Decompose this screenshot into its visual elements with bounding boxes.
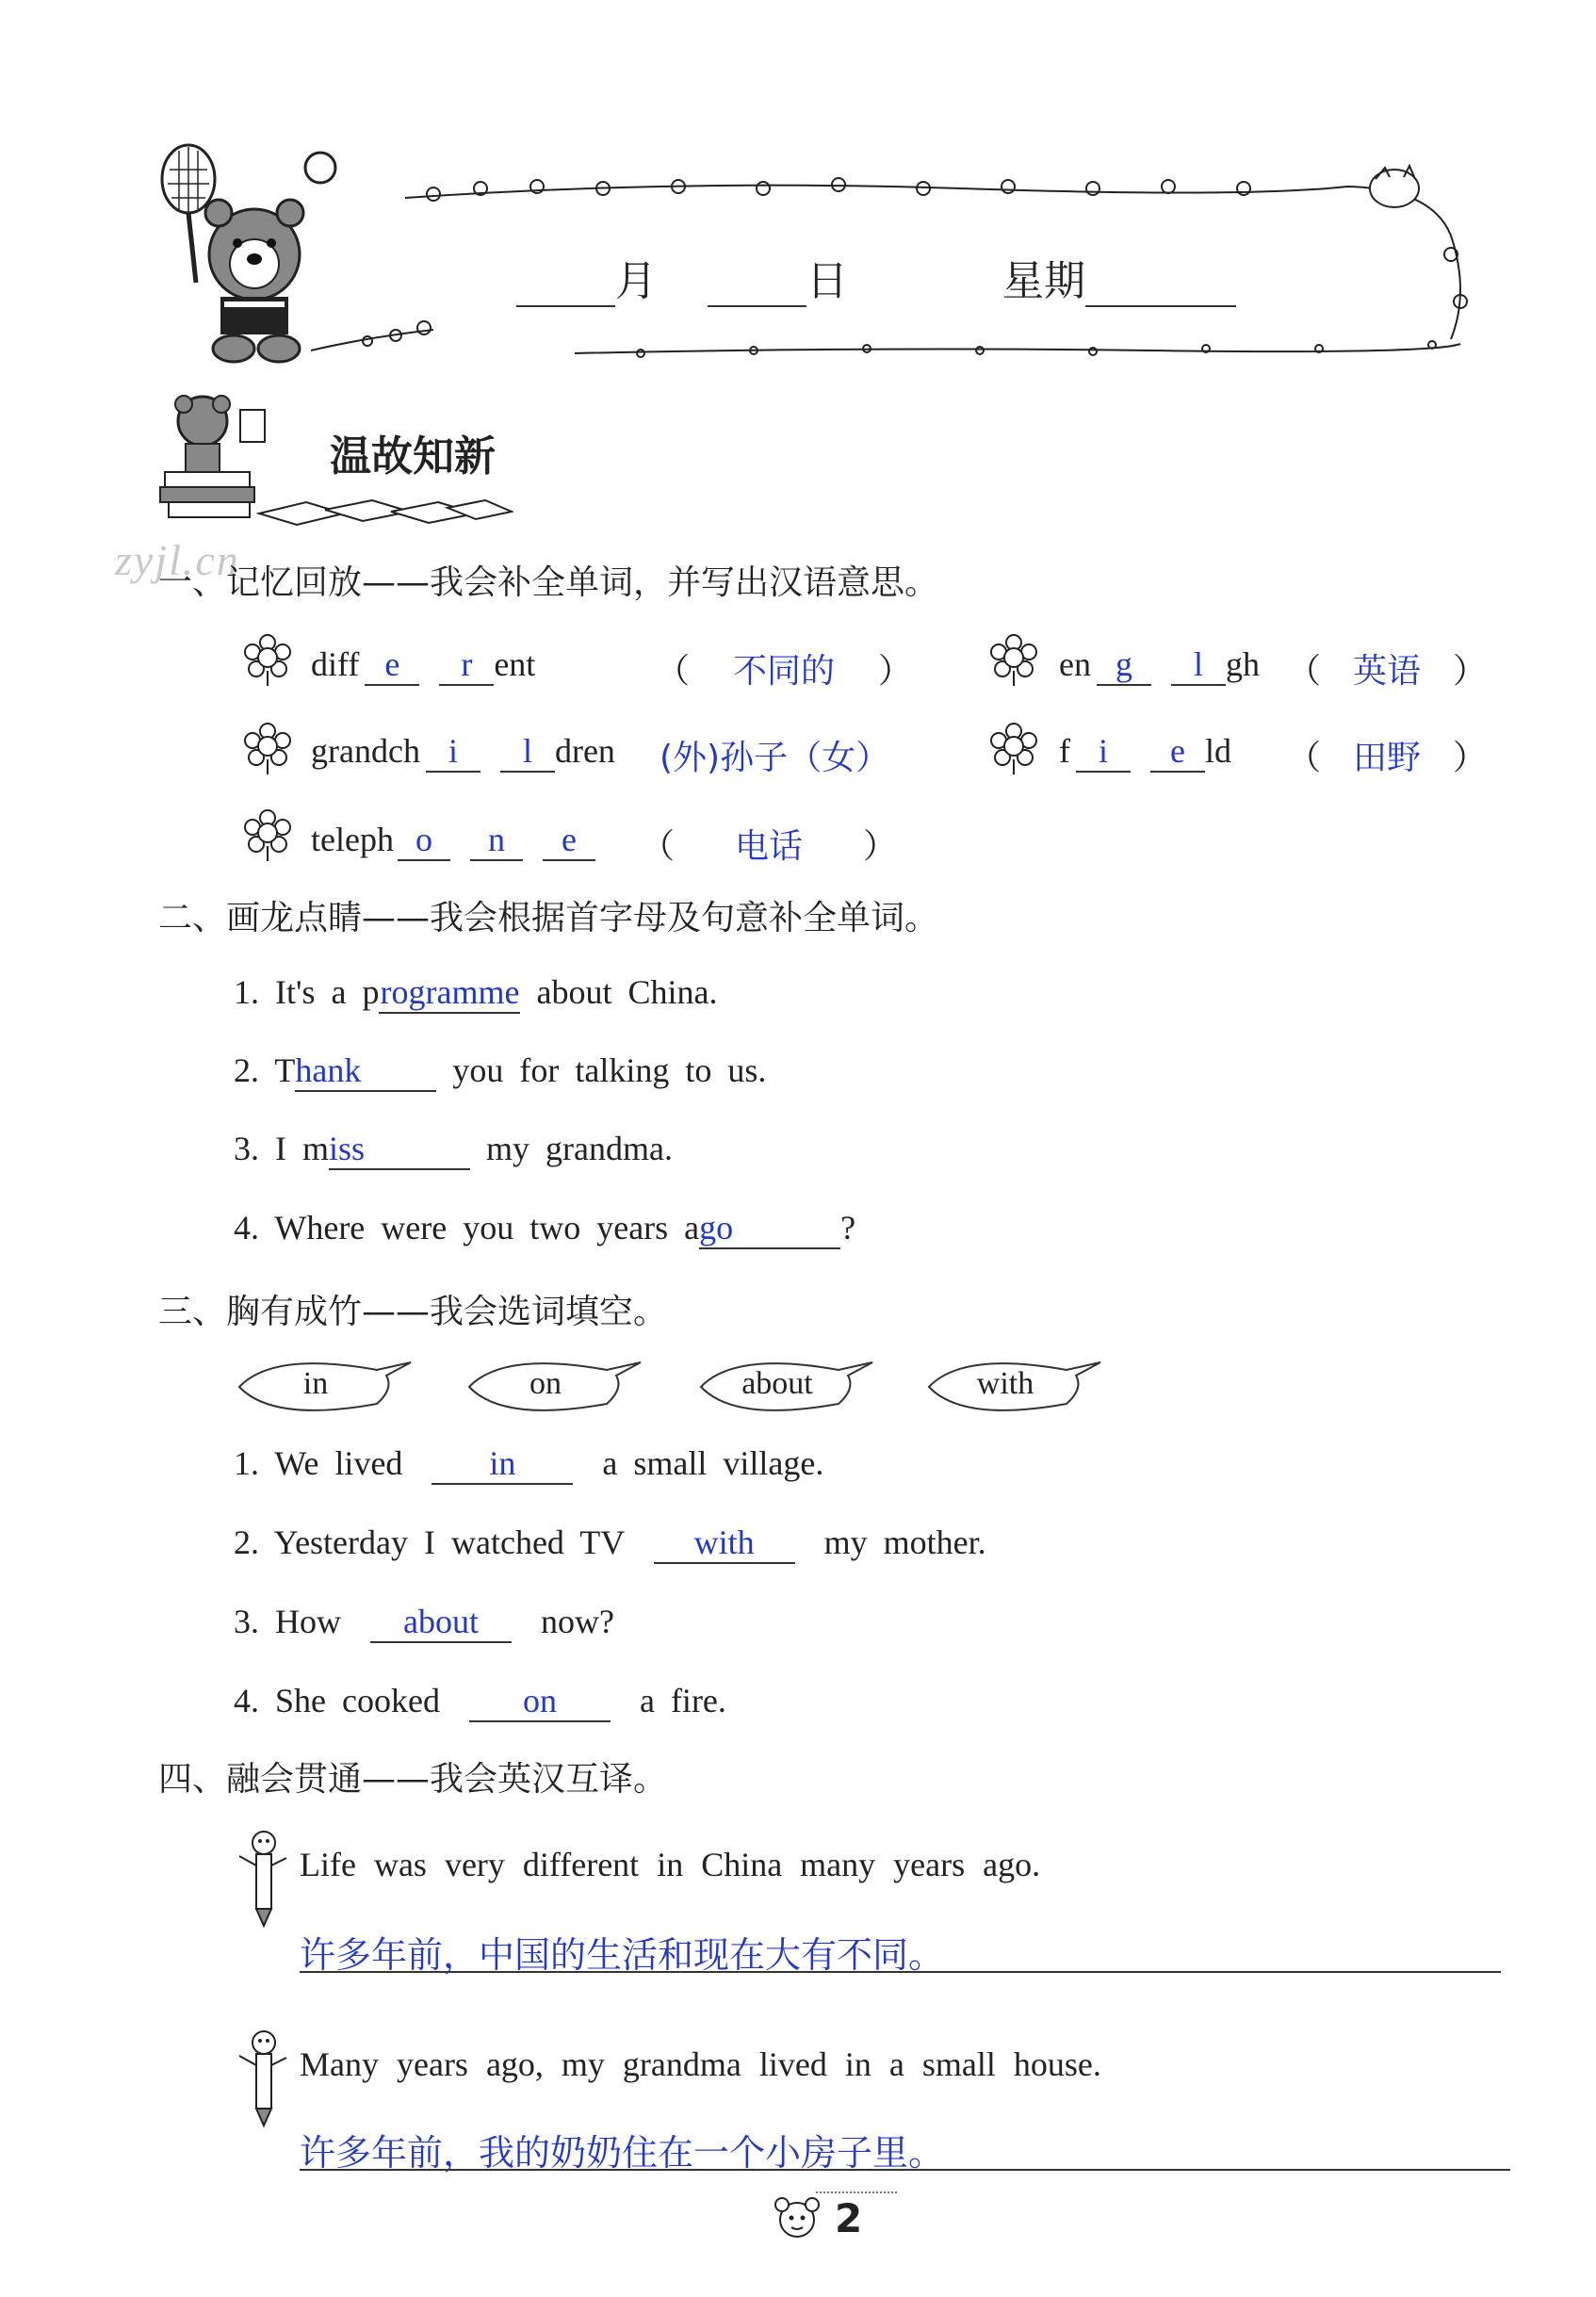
s3-item-1-blank[interactable]: in bbox=[432, 1445, 573, 1485]
s1-item-1-meaning-answer[interactable]: 不同的 bbox=[733, 652, 836, 691]
pencil-icon bbox=[232, 2028, 292, 2131]
s4-item-1-answer[interactable]: 许多年前，中国的生活和现在大有不同。 bbox=[300, 1926, 1501, 1973]
s2-title: 二、画龙点睛——我会根据首字母及句意补全单词。 bbox=[158, 899, 939, 937]
word-leaf-with: with bbox=[925, 1349, 1104, 1425]
weekday-label: 星期 bbox=[1002, 257, 1085, 305]
s1-item-3-blank-2[interactable]: l bbox=[500, 733, 555, 773]
s2-item-3-blank[interactable]: iss bbox=[329, 1131, 470, 1170]
day-label: 日 bbox=[806, 257, 848, 305]
s1-item-5-blank-2[interactable]: n bbox=[470, 822, 523, 861]
s4-item-1-en: Life was very different in China many years ago. bbox=[300, 1846, 1041, 1883]
word-leaf-in: in bbox=[236, 1349, 415, 1425]
s3-title: 三、胸有成竹——我会选词填空。 bbox=[158, 1293, 668, 1331]
month-label: 月 bbox=[615, 257, 657, 305]
s2-item-4: 4. Where were you two years ago ? bbox=[234, 1208, 855, 1249]
s3-item-1: 1. We lived in a small village. bbox=[234, 1443, 823, 1485]
s1-item-3-blank-1[interactable]: i bbox=[426, 733, 480, 773]
footer-divider bbox=[816, 2191, 897, 2193]
s2-item-1: 1. It's a programme about China. bbox=[234, 972, 717, 1014]
pencil-icon bbox=[232, 1828, 292, 1931]
month-field[interactable] bbox=[516, 258, 615, 307]
s1-item-3-meaning bbox=[660, 731, 889, 779]
word-leaf-on: on bbox=[465, 1349, 644, 1425]
s4-item-2-en: Many years ago, my grandma lived in a small house. bbox=[300, 2045, 1101, 2083]
s2-item-2: 2. Thank you for talking to us. bbox=[234, 1051, 766, 1092]
s1-item-4: f i e ld bbox=[1059, 731, 1231, 773]
s1-item-5-meaning-answer[interactable]: 电话 bbox=[735, 827, 804, 866]
s1-item-3-meaning-answer[interactable]: (外)孙子（女） bbox=[660, 739, 890, 777]
s3-item-3: 3. How about now? bbox=[234, 1602, 614, 1643]
s3-item-2-blank[interactable]: with bbox=[654, 1524, 795, 1564]
s1-item-1-blank-1[interactable]: e bbox=[365, 646, 419, 686]
s1-item-2: en g l gh bbox=[1059, 644, 1260, 686]
s2-item-2-blank[interactable]: hank bbox=[295, 1052, 436, 1092]
s1-item-4-meaning-answer[interactable]: 田野 bbox=[1353, 739, 1422, 777]
s1-title: 一、记忆回放——我会补全单词，并写出汉语意思。 bbox=[158, 563, 939, 602]
s1-item-1-blank-2[interactable]: r bbox=[439, 646, 494, 686]
s1-item-4-meaning: （ 田野 ） bbox=[1287, 731, 1487, 779]
s1-item-5-blank-1[interactable]: o bbox=[398, 822, 450, 861]
s1-item-1-meaning: （ 不同的 ） bbox=[656, 644, 912, 692]
flower-icon bbox=[241, 808, 294, 861]
s3-item-2: 2. Yesterday I watched TV with my mother. bbox=[234, 1523, 986, 1564]
section-title: 温故知新 bbox=[330, 432, 496, 481]
s1-item-5-blank-3[interactable]: e bbox=[543, 822, 595, 861]
page-mascot-icon bbox=[769, 2191, 825, 2248]
s2-item-4-blank[interactable]: go bbox=[699, 1210, 840, 1249]
watermark: zyjl.cn bbox=[115, 536, 240, 584]
s3-item-3-blank[interactable]: about bbox=[370, 1604, 512, 1643]
s1-item-2-blank-1[interactable]: g bbox=[1097, 646, 1151, 686]
s1-item-4-blank-2[interactable]: e bbox=[1150, 733, 1205, 773]
s1-item-3: grandch i l dren bbox=[311, 731, 615, 773]
word-leaf-about: about bbox=[697, 1349, 876, 1425]
weekday-field[interactable] bbox=[1085, 258, 1236, 307]
flower-icon bbox=[987, 722, 1040, 774]
flower-icon bbox=[241, 722, 294, 774]
s1-item-5-meaning: （ 电话 ） bbox=[641, 820, 897, 868]
flower-icon bbox=[241, 633, 294, 686]
day-field[interactable] bbox=[708, 258, 806, 307]
s4-title: 四、融会贯通——我会英汉互译。 bbox=[158, 1760, 668, 1799]
page-number: 2 bbox=[835, 2195, 863, 2241]
s2-item-3: 3. I miss my grandma. bbox=[234, 1129, 673, 1170]
s3-item-4: 4. She cooked on a fire. bbox=[234, 1681, 726, 1722]
s4-item-2-answer[interactable]: 许多年前，我的奶奶住在一个小房子里。 bbox=[300, 2124, 1510, 2171]
s1-item-1: diff e r ent bbox=[311, 644, 535, 686]
s1-item-2-blank-2[interactable]: l bbox=[1171, 646, 1226, 686]
s1-item-2-meaning-answer[interactable]: 英语 bbox=[1353, 652, 1422, 691]
s1-item-5: teleph o n e bbox=[311, 820, 595, 861]
s1-item-2-meaning: （ 英语 ） bbox=[1287, 644, 1487, 692]
date-line bbox=[516, 247, 1236, 307]
s3-item-4-blank[interactable]: on bbox=[469, 1683, 611, 1722]
s1-item-4-blank-1[interactable]: i bbox=[1076, 733, 1131, 773]
flower-icon bbox=[987, 633, 1040, 686]
s2-item-1-blank[interactable]: rogramme bbox=[379, 974, 520, 1014]
